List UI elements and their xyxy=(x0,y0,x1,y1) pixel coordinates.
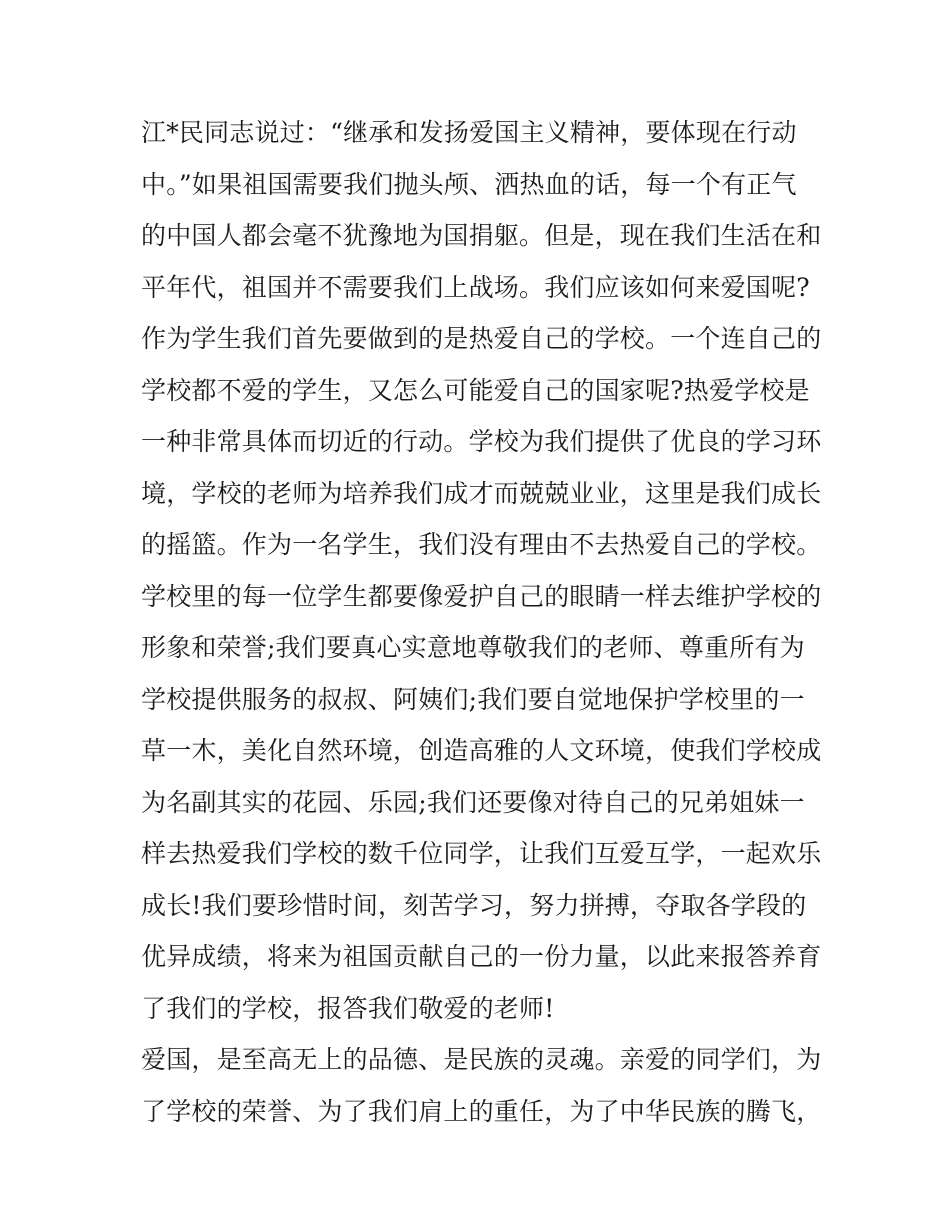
text-line: 的摇篮。作为一名学生，我们没有理由不去热爱自己的学校。 xyxy=(141,530,822,559)
text-line: 优异成绩，将来为祖国贡献自己的一份力量，以此来报答养育 xyxy=(141,942,822,971)
text-line: 学校里的每一位学生都要像爱护自己的眼睛一样去维护学校的 xyxy=(141,581,822,611)
text-line: 作为学生我们首先要做到的是热爱自己的学校。一个连自己的 xyxy=(141,324,822,353)
text-line: 的中国人都会毫不犹豫地为国捐躯。但是，现在我们生活在和 xyxy=(141,221,822,250)
text-line: 学校提供服务的叔叔、阿姨们;我们要自觉地保护学校里的一 xyxy=(141,684,805,714)
text-line: 形象和荣誉;我们要真心实意地尊敬我们的老师、尊重所有为 xyxy=(141,633,805,662)
text-line: 平年代，祖国并不需要我们上战场。我们应该如何来爱国呢? xyxy=(141,272,810,302)
text-line: 爱国，是至高无上的品德、是民族的灵魂。亲爱的同学们，为 xyxy=(141,1045,822,1074)
text-line: 一种非常具体而切近的行动。学校为我们提供了优良的学习环 xyxy=(141,427,822,456)
text-line: 江*民同志说过：“继承和发扬爱国主义精神，要体现在行动 xyxy=(141,118,797,147)
text-line: 了学校的荣誉、为了我们肩上的重任，为了中华民族的腾飞， xyxy=(141,1096,822,1126)
text-line: 草一木，美化自然环境，创造高雅的人文环境，使我们学校成 xyxy=(141,736,822,765)
text-line: 了我们的学校，报答我们敬爱的老师! xyxy=(141,993,555,1023)
text-line: 样去热爱我们学校的数千位同学，让我们互爱互学，一起欢乐 xyxy=(141,839,822,868)
text-line: 为名副其实的花园、乐园;我们还要像对待自己的兄弟姐妹一 xyxy=(141,787,805,817)
text-line: 境，学校的老师为培养我们成才而兢兢业业，这里是我们成长 xyxy=(141,478,822,508)
body-text xyxy=(141,107,821,1137)
text-line: 中。”如果祖国需要我们抛头颅、洒热血的话，每一个有正气 xyxy=(141,169,797,199)
text-line: 学校都不爱的学生，又怎么可能爱自己的国家呢?热爱学校是 xyxy=(141,375,810,405)
text-line: 成长!我们要珍惜时间，刻苦学习，努力拼搏，夺取各学段的 xyxy=(141,890,807,920)
